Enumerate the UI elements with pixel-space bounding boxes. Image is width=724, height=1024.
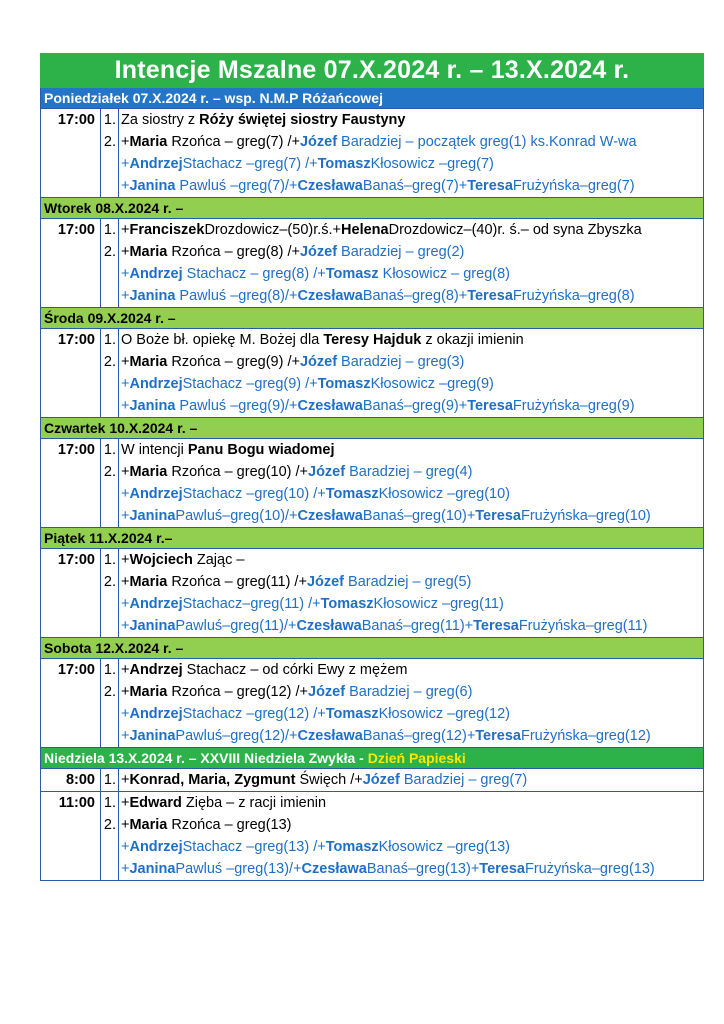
text-segment: + xyxy=(121,618,130,634)
intention-line xyxy=(121,131,703,153)
text-segment: Baradziej – greg(2) xyxy=(337,244,465,260)
text-segment: Józef xyxy=(308,464,346,480)
text-segment: Janina xyxy=(129,728,176,744)
text-segment: Frużyńska–greg(13) xyxy=(524,861,655,877)
text-segment: Baradziej – początek greg(1) ks.Konrad W-wa xyxy=(337,134,637,150)
text-segment: Stachacz –greg(10) /+ xyxy=(182,486,326,502)
day-header xyxy=(40,418,704,438)
text-segment: Banaś–greg(8)+ xyxy=(362,288,468,304)
text-segment: Janina xyxy=(129,288,176,304)
intention-line xyxy=(121,483,703,505)
intention-line xyxy=(121,263,703,285)
text-segment: + xyxy=(121,288,130,304)
text-segment: + xyxy=(121,134,130,150)
text-segment: + xyxy=(121,861,130,877)
intention-number: 2. xyxy=(103,134,116,150)
intention-numbers xyxy=(101,792,119,880)
intention-line xyxy=(121,219,703,241)
text-segment: Tomasz xyxy=(325,706,379,722)
text-segment: Kłosowicz –greg(12) xyxy=(378,706,511,722)
intention-number xyxy=(101,703,116,725)
day-header xyxy=(40,638,704,658)
day-header-text: Sobota 12.X.2024 r. – xyxy=(44,640,184,656)
text-segment: Maria xyxy=(129,464,168,480)
intention-text xyxy=(119,219,703,307)
intention-number: 1. xyxy=(103,795,116,811)
intention-number: 1. xyxy=(103,662,116,678)
day-header-text: Wtorek 08.X.2024 r. – xyxy=(44,200,184,216)
text-segment: + xyxy=(121,795,130,811)
mass-time: 11:00 xyxy=(41,792,101,880)
intention-number: 1. xyxy=(103,552,116,568)
text-segment: Rzońca – greg(8) /+ xyxy=(167,244,300,260)
text-segment: Tomasz xyxy=(325,839,379,855)
text-segment: Baradziej – greg(5) xyxy=(344,574,472,590)
text-segment: z okazji imienin xyxy=(421,332,524,348)
text-segment: Teresa xyxy=(475,728,521,744)
text-segment: Andrzej xyxy=(129,706,183,722)
intention-numbers xyxy=(101,329,119,417)
text-segment: + xyxy=(121,684,130,700)
intention-number: 2. xyxy=(103,574,116,590)
day-header-text: Niedziela 13.X.2024 r. – XXVIII Niedziela Zwykła - xyxy=(44,750,368,766)
text-segment: Pawluś–greg(11)/+ xyxy=(175,618,297,634)
intention-line xyxy=(121,836,703,858)
intention-text xyxy=(119,329,703,417)
text-segment: + xyxy=(121,662,130,678)
mass-row xyxy=(41,659,703,748)
intention-number: 2. xyxy=(103,817,116,833)
text-segment: + xyxy=(121,486,130,502)
text-segment: Banaś–greg(11)+ xyxy=(361,618,474,634)
text-segment: Teresa xyxy=(467,288,513,304)
text-segment: + xyxy=(121,574,130,590)
text-segment: Teresa xyxy=(467,178,513,194)
text-segment: Andrzej xyxy=(129,376,183,392)
text-segment: Teresa xyxy=(473,618,519,634)
text-segment: + xyxy=(121,266,130,282)
text-segment: + xyxy=(121,772,130,788)
text-segment: Kłosowicz –greg(13) xyxy=(378,839,511,855)
text-segment: Rzońca – greg(10) /+ xyxy=(167,464,309,480)
intention-numbers xyxy=(101,769,119,791)
text-segment: Maria xyxy=(129,134,168,150)
text-segment: Pawluś –greg(13)/+ xyxy=(175,861,302,877)
text-segment: O Boże bł. opiekę M. Bożej dla xyxy=(121,332,324,348)
mass-table xyxy=(40,768,704,881)
intention-number xyxy=(101,836,116,858)
mass-table xyxy=(40,218,704,308)
text-segment: Frużyńska–greg(7) xyxy=(512,178,635,194)
text-segment: + xyxy=(121,596,130,612)
text-segment: Pawluś –greg(7)/+ xyxy=(175,178,298,194)
intention-line xyxy=(121,153,703,175)
mass-time: 8:00 xyxy=(41,769,101,791)
intention-number xyxy=(101,285,116,307)
intention-line xyxy=(121,285,703,307)
intention-number: 1. xyxy=(103,442,116,458)
text-segment: Teresy Hajduk xyxy=(323,332,422,348)
day-header xyxy=(40,308,704,328)
text-segment: Tomasz xyxy=(317,376,371,392)
text-segment: + xyxy=(121,817,130,833)
text-segment: Stachacz – greg(8) /+ xyxy=(182,266,326,282)
text-segment: Andrzej xyxy=(129,266,183,282)
intention-number: 2. xyxy=(103,244,116,260)
intention-number xyxy=(101,395,116,417)
text-segment: Andrzej xyxy=(129,486,183,502)
text-segment: Za siostry z xyxy=(121,112,200,128)
mass-time: 17:00 xyxy=(41,109,101,197)
day-header-text: Poniedziałek 07.X.2024 r. – wsp. N.M.P Różańcowej xyxy=(44,90,383,106)
mass-time: 17:00 xyxy=(41,659,101,747)
intention-line xyxy=(121,615,703,637)
intention-text xyxy=(119,549,703,637)
text-segment: W intencji xyxy=(121,442,188,458)
text-segment: + xyxy=(121,376,130,392)
text-segment: Janina xyxy=(129,508,176,524)
intention-line xyxy=(121,725,703,747)
intention-number xyxy=(101,505,116,527)
text-segment: Święch /+ xyxy=(295,772,363,788)
text-segment: Tomasz xyxy=(320,596,374,612)
text-segment: + xyxy=(121,156,130,172)
day-header xyxy=(40,748,704,768)
text-segment: + xyxy=(121,178,130,194)
text-segment: Banaś–greg(9)+ xyxy=(362,398,468,414)
intention-line xyxy=(121,571,703,593)
text-segment: Andrzej xyxy=(129,662,183,678)
text-segment: + xyxy=(121,839,130,855)
intention-line xyxy=(121,395,703,417)
intention-line xyxy=(121,769,703,791)
text-segment: Banaś–greg(7)+ xyxy=(362,178,468,194)
text-segment: + xyxy=(121,706,130,722)
text-segment: Andrzej xyxy=(129,156,183,172)
text-segment: Helena xyxy=(341,222,389,238)
intentions-sheet xyxy=(40,53,704,881)
day-header xyxy=(40,528,704,548)
intention-number: 2. xyxy=(103,354,116,370)
intention-line xyxy=(121,461,703,483)
text-segment: Józef xyxy=(308,684,346,700)
intention-text xyxy=(119,659,703,747)
intention-line xyxy=(121,858,703,880)
text-segment: Rzońca – greg(13) xyxy=(167,817,292,833)
mass-table xyxy=(40,108,704,198)
text-segment: Baradziej – greg(6) xyxy=(345,684,473,700)
intention-number: 1. xyxy=(103,222,116,238)
day-header xyxy=(40,198,704,218)
mass-table xyxy=(40,438,704,528)
mass-table xyxy=(40,658,704,748)
mass-row xyxy=(41,109,703,198)
text-segment: Stachacz –greg(7) /+ xyxy=(182,156,318,172)
text-segment: Kłosowicz –greg(9) xyxy=(370,376,494,392)
intention-line xyxy=(121,792,703,814)
intention-text xyxy=(119,109,703,197)
text-segment: + xyxy=(121,244,130,260)
text-segment: Kłosowicz –greg(7) xyxy=(370,156,494,172)
text-segment: Zając – xyxy=(192,552,245,568)
text-segment: Janina xyxy=(129,618,176,634)
text-segment: Stachacz – od córki Ewy z mężem xyxy=(182,662,408,678)
text-segment: Maria xyxy=(129,574,168,590)
text-segment: Janina xyxy=(129,178,176,194)
intention-number xyxy=(101,483,116,505)
mass-time: 17:00 xyxy=(41,219,101,307)
text-segment: Czesława xyxy=(297,178,363,194)
mass-row xyxy=(41,219,703,308)
text-segment: Józef xyxy=(299,244,338,260)
page-title: Intencje Mszalne 07.X.2024 r. – 13.X.2024 r. xyxy=(40,53,704,88)
text-segment: Kłosowicz – greg(8) xyxy=(378,266,510,282)
text-segment: Stachacz–greg(11) /+ xyxy=(182,596,321,612)
intention-number xyxy=(101,175,116,197)
text-segment: Janina xyxy=(129,398,176,414)
intention-line xyxy=(121,659,703,681)
intention-numbers xyxy=(101,549,119,637)
intention-number: 1. xyxy=(103,332,116,348)
intention-text xyxy=(119,769,703,791)
text-segment: Edward xyxy=(129,795,182,811)
day-header-highlight: Dzień Papieski xyxy=(367,750,466,766)
intention-numbers xyxy=(101,109,119,197)
text-segment: Baradziej – greg(4) xyxy=(345,464,473,480)
text-segment: Pawluś –greg(9)/+ xyxy=(175,398,298,414)
text-segment: Banaś–greg(10)+ xyxy=(362,508,476,524)
intention-numbers xyxy=(101,219,119,307)
text-segment: Banaś–greg(12)+ xyxy=(362,728,476,744)
text-segment: Czesława xyxy=(297,728,363,744)
text-segment: Baradziej – greg(3) xyxy=(337,354,465,370)
mass-row xyxy=(41,329,703,418)
text-segment: Józef xyxy=(362,772,400,788)
intention-line xyxy=(121,351,703,373)
day-header-text: Środa 09.X.2024 r. – xyxy=(44,310,176,326)
text-segment: + xyxy=(121,464,130,480)
mass-table xyxy=(40,328,704,418)
text-segment: Kłosowicz –greg(10) xyxy=(378,486,511,502)
text-segment: Czesława xyxy=(297,508,363,524)
text-segment: Rzońca – greg(7) /+ xyxy=(167,134,300,150)
intention-line xyxy=(121,505,703,527)
text-segment: Panu Bogu wiadomej xyxy=(187,442,335,458)
intention-line xyxy=(121,814,703,836)
intention-line xyxy=(121,681,703,703)
intention-number xyxy=(101,858,116,880)
text-segment: Czesława xyxy=(296,618,362,634)
text-segment: Teresa xyxy=(479,861,525,877)
intention-line xyxy=(121,241,703,263)
intention-numbers xyxy=(101,439,119,527)
text-segment: Konrad, Maria, Zygmunt xyxy=(129,772,296,788)
text-segment: Frużyńska–greg(9) xyxy=(512,398,635,414)
text-segment: Maria xyxy=(129,817,168,833)
intention-line xyxy=(121,439,703,461)
text-segment: Rzońca – greg(9) /+ xyxy=(167,354,300,370)
text-segment: + xyxy=(121,398,130,414)
text-segment: Józef xyxy=(299,134,338,150)
intention-line xyxy=(121,703,703,725)
text-segment: Andrzej xyxy=(129,596,183,612)
text-segment: Banaś–greg(13)+ xyxy=(366,861,480,877)
intention-number: 1. xyxy=(103,112,116,128)
text-segment: Pawluś–greg(10)/+ xyxy=(175,508,298,524)
text-segment: Józef xyxy=(306,574,345,590)
text-segment: Pawluś–greg(12)/+ xyxy=(175,728,298,744)
intention-line xyxy=(121,329,703,351)
text-segment: Stachacz –greg(9) /+ xyxy=(182,376,318,392)
text-segment: Maria xyxy=(129,354,168,370)
text-segment: Rzońca – greg(12) /+ xyxy=(167,684,309,700)
intention-line xyxy=(121,175,703,197)
intention-number xyxy=(101,615,116,637)
day-header xyxy=(40,88,704,108)
intention-number xyxy=(101,725,116,747)
text-segment: Stachacz –greg(12) /+ xyxy=(182,706,326,722)
text-segment: Tomasz xyxy=(325,266,379,282)
text-segment: + xyxy=(121,508,130,524)
text-segment: Czesława xyxy=(297,398,363,414)
text-segment: Józef xyxy=(299,354,338,370)
text-segment: Maria xyxy=(129,244,168,260)
text-segment: Stachacz –greg(13) /+ xyxy=(182,839,326,855)
mass-row xyxy=(41,792,703,881)
day-header-text: Piątek 11.X.2024 r.– xyxy=(44,530,173,546)
text-segment: Franciszek xyxy=(129,222,205,238)
text-segment: Czesława xyxy=(301,861,367,877)
text-segment: Kłosowicz –greg(11) xyxy=(373,596,504,612)
intention-number xyxy=(101,593,116,615)
intention-text xyxy=(119,792,703,880)
intention-number: 1. xyxy=(103,772,116,788)
intention-line xyxy=(121,593,703,615)
intention-line xyxy=(121,549,703,571)
text-segment: Drozdowicz–(40)r. ś.– od syna Zbyszka xyxy=(388,222,642,238)
text-segment: Drozdowicz–(50)r.ś.+ xyxy=(204,222,342,238)
text-segment: Róży świętej siostry Faustyny xyxy=(199,112,406,128)
intention-number xyxy=(101,373,116,395)
intention-number xyxy=(101,263,116,285)
mass-table xyxy=(40,548,704,638)
mass-time: 17:00 xyxy=(41,439,101,527)
text-segment: Baradziej – greg(7) xyxy=(399,772,528,788)
text-segment: Teresa xyxy=(475,508,521,524)
text-segment: Tomasz xyxy=(325,486,379,502)
mass-row xyxy=(41,549,703,638)
text-segment: Maria xyxy=(129,684,168,700)
intention-number xyxy=(101,153,116,175)
text-segment: Frużyńska–greg(11) xyxy=(518,618,648,634)
intention-text xyxy=(119,439,703,527)
days-container xyxy=(40,88,704,881)
mass-time: 17:00 xyxy=(41,549,101,637)
day-header-text: Czwartek 10.X.2024 r. – xyxy=(44,420,198,436)
text-segment: + xyxy=(121,222,130,238)
text-segment: Czesława xyxy=(297,288,363,304)
text-segment: + xyxy=(121,728,130,744)
intention-numbers xyxy=(101,659,119,747)
text-segment: Pawluś –greg(8)/+ xyxy=(175,288,298,304)
text-segment: Janina xyxy=(129,861,176,877)
text-segment: Teresa xyxy=(467,398,513,414)
text-segment: Wojciech xyxy=(129,552,193,568)
mass-row xyxy=(41,439,703,528)
text-segment: Frużyńska–greg(12) xyxy=(520,728,651,744)
intention-number: 2. xyxy=(103,464,116,480)
text-segment: Rzońca – greg(11) /+ xyxy=(167,574,307,590)
text-segment: Frużyńska–greg(8) xyxy=(512,288,635,304)
text-segment: + xyxy=(121,552,130,568)
text-segment: Zięba – z racji imienin xyxy=(181,795,327,811)
text-segment: + xyxy=(121,354,130,370)
text-segment: Frużyńska–greg(10) xyxy=(520,508,651,524)
intention-number: 2. xyxy=(103,684,116,700)
intention-line xyxy=(121,109,703,131)
text-segment: Andrzej xyxy=(129,839,183,855)
mass-time: 17:00 xyxy=(41,329,101,417)
mass-row xyxy=(41,769,703,792)
text-segment: Tomasz xyxy=(317,156,371,172)
intention-line xyxy=(121,373,703,395)
